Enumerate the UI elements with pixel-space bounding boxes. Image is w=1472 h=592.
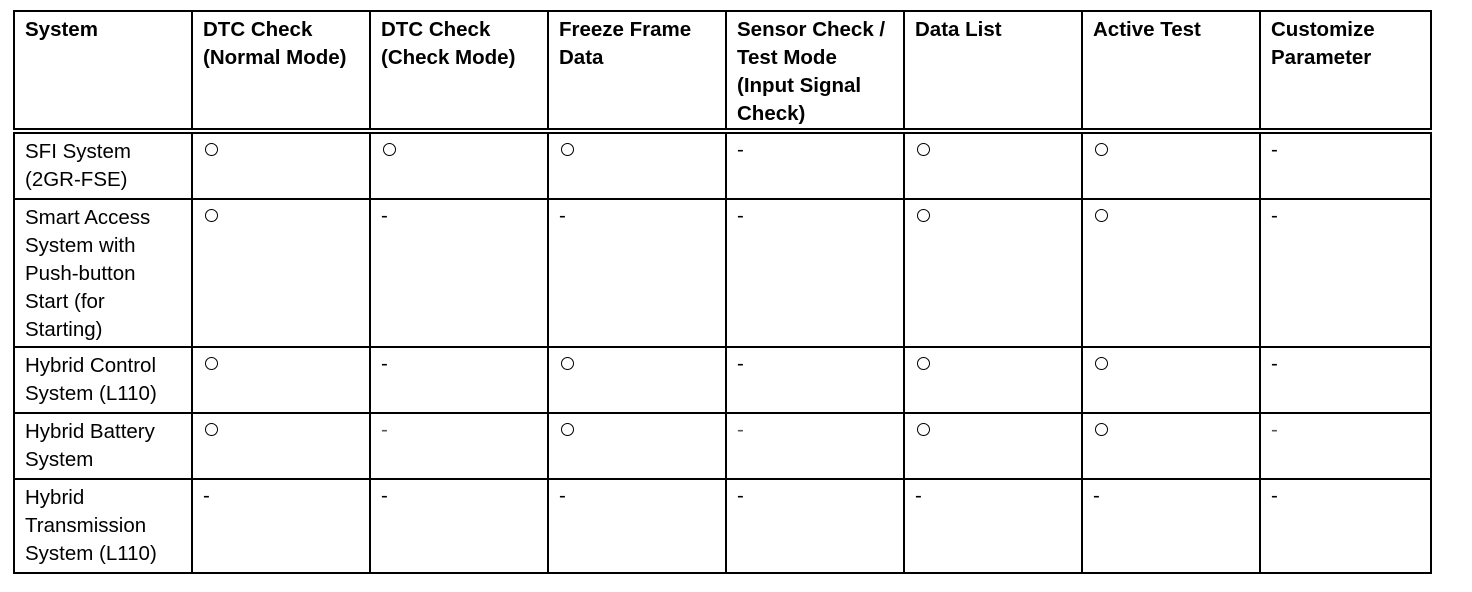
not-supported-dash: - xyxy=(1271,484,1278,507)
support-cell xyxy=(548,131,726,199)
supported-circle-icon xyxy=(205,209,218,222)
system-name-cell: Hybrid Control System (L110) xyxy=(14,347,192,413)
support-cell xyxy=(370,131,548,199)
support-cell xyxy=(370,413,548,479)
support-cell xyxy=(548,479,726,573)
supported-circle-icon xyxy=(1095,423,1108,436)
support-cell xyxy=(726,413,904,479)
supported-circle-icon xyxy=(917,423,930,436)
not-supported-dash: - xyxy=(381,204,388,227)
supported-circle-icon xyxy=(561,357,574,370)
support-cell xyxy=(726,199,904,347)
support-cell xyxy=(1260,479,1431,573)
support-cell xyxy=(726,479,904,573)
header-row xyxy=(14,11,1431,131)
support-cell xyxy=(192,413,370,479)
support-cell xyxy=(548,347,726,413)
not-supported-dash: - xyxy=(737,418,744,441)
table-row xyxy=(14,413,1431,479)
supported-circle-icon xyxy=(205,357,218,370)
table-row xyxy=(14,199,1431,347)
table-row xyxy=(14,347,1431,413)
table-row xyxy=(14,131,1431,199)
not-supported-dash: - xyxy=(381,352,388,375)
diagnostic-function-table xyxy=(13,10,1432,574)
not-supported-dash: - xyxy=(1271,352,1278,375)
support-cell xyxy=(726,131,904,199)
not-supported-dash: - xyxy=(737,484,744,507)
support-cell xyxy=(370,199,548,347)
supported-circle-icon xyxy=(917,357,930,370)
header-customize-parameter: Customize Parameter xyxy=(1260,11,1431,131)
supported-circle-icon xyxy=(205,423,218,436)
system-name-cell: SFI System (2GR-FSE) xyxy=(14,131,192,199)
support-cell xyxy=(1082,199,1260,347)
table-row xyxy=(14,479,1431,573)
support-cell xyxy=(904,199,1082,347)
not-supported-dash: - xyxy=(559,204,566,227)
not-supported-dash: - xyxy=(915,484,922,507)
support-cell xyxy=(904,347,1082,413)
supported-circle-icon xyxy=(561,423,574,436)
header-dtc-check-check: DTC Check (Check Mode) xyxy=(370,11,548,131)
header-active-test: Active Test xyxy=(1082,11,1260,131)
supported-circle-icon xyxy=(383,143,396,156)
support-cell xyxy=(192,199,370,347)
not-supported-dash: - xyxy=(381,418,388,441)
system-name-cell: Hybrid Transmission System (L110) xyxy=(14,479,192,573)
support-cell xyxy=(370,479,548,573)
support-cell xyxy=(548,413,726,479)
not-supported-dash: - xyxy=(203,484,210,507)
support-cell xyxy=(1260,413,1431,479)
not-supported-dash: - xyxy=(737,352,744,375)
header-dtc-check-normal: DTC Check (Normal Mode) xyxy=(192,11,370,131)
support-cell xyxy=(904,413,1082,479)
support-cell xyxy=(1082,131,1260,199)
header-system: System xyxy=(14,11,192,131)
not-supported-dash: - xyxy=(1271,418,1278,441)
support-cell xyxy=(1082,347,1260,413)
support-cell xyxy=(1260,131,1431,199)
header-data-list: Data List xyxy=(904,11,1082,131)
supported-circle-icon xyxy=(917,143,930,156)
support-cell xyxy=(192,347,370,413)
not-supported-dash: - xyxy=(1093,484,1100,507)
not-supported-dash: - xyxy=(559,484,566,507)
header-freeze-frame: Freeze Frame Data xyxy=(548,11,726,131)
table-body xyxy=(14,131,1431,573)
support-cell xyxy=(1260,199,1431,347)
supported-circle-icon xyxy=(1095,143,1108,156)
header-sensor-check: Sensor Check / Test Mode (Input Signal Check) xyxy=(726,11,904,131)
not-supported-dash: - xyxy=(1271,138,1278,161)
support-cell xyxy=(548,199,726,347)
not-supported-dash: - xyxy=(381,484,388,507)
support-cell xyxy=(192,131,370,199)
support-cell xyxy=(904,479,1082,573)
not-supported-dash: - xyxy=(737,204,744,227)
support-cell xyxy=(1260,347,1431,413)
system-name-cell: Smart Access System with Push-button Start (for Starting) xyxy=(14,199,192,347)
not-supported-dash: - xyxy=(1271,204,1278,227)
support-cell xyxy=(370,347,548,413)
supported-circle-icon xyxy=(1095,357,1108,370)
not-supported-dash: - xyxy=(737,138,744,161)
support-cell xyxy=(1082,479,1260,573)
support-cell xyxy=(726,347,904,413)
system-name-cell: Hybrid Battery System xyxy=(14,413,192,479)
supported-circle-icon xyxy=(561,143,574,156)
supported-circle-icon xyxy=(917,209,930,222)
support-cell xyxy=(192,479,370,573)
supported-circle-icon xyxy=(1095,209,1108,222)
support-cell xyxy=(904,131,1082,199)
supported-circle-icon xyxy=(205,143,218,156)
support-cell xyxy=(1082,413,1260,479)
